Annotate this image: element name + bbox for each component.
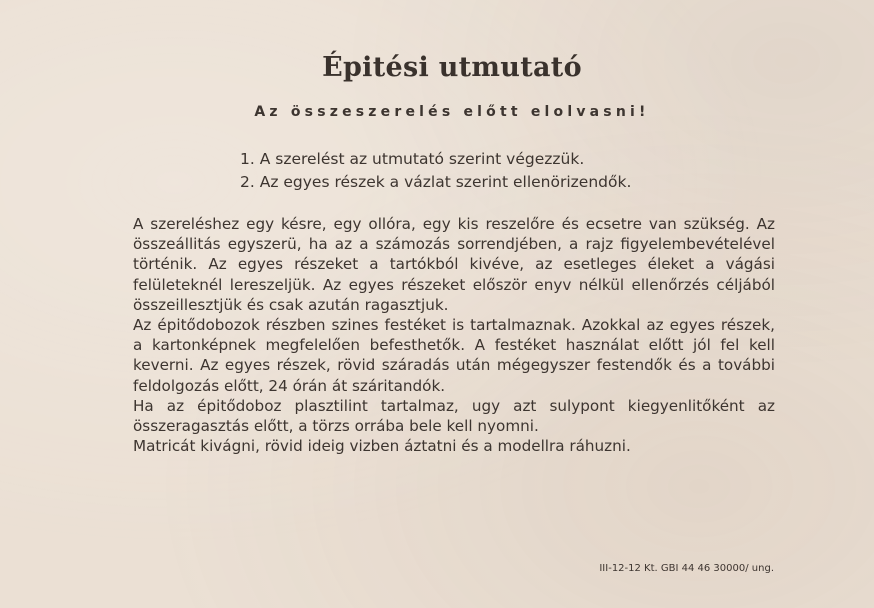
paragraph-decal: Matricát kivágni, rövid ideig vizben áztatni és a modellra ráhuzni. [133,437,631,456]
paragraph-tools: A szereléshez egy késre, egy ollóra, egy kis reszelőre és ecsetre van szükség. Az összeállitás egyszerü, ha az a számozás sorrendjében, a rajz figyelembevételével történik. Az egyes részeket a tartókból kivéve, az esetleges éleket a vágási felületeknél lereszeljük. Az egyes részeket először enyv nélkül ellenőrzés céljából összeillesztjük és csak azután ragasztjuk. [133,215,775,314]
document-title: Épitési utmutató [322,52,582,83]
paragraph-plasticine: Ha az épitődoboz plasztilint tartalmaz, ugy azt sulypont kiegyenlitőként az összeragasztás előtt, a törzs orrába bele kell nyomni. [133,396,775,436]
document-subtitle: Az összeszerelés előtt elolvasni! [254,104,650,120]
instructions-body [133,214,775,456]
step-item: 1. A szerelést az utmutató szerint végezzük. [240,150,585,168]
print-code: III-12-12 Kt. GBI 44 46 30000/ ung. [599,563,774,574]
steps-list [240,148,631,194]
step-item: 2. Az egyes részek a vázlat szerint ellenörizendők. [240,173,632,191]
paragraph-paint: Az épitődobozok részben szines festéket is tartalmaznak. Azokkal az egyes részek, a kartonképnek megfelelően befesthetők. A festéket használat előtt jól fel kell keverni. Az egyes részek, rövid száradás után mégegyszer festendők és a további feldolgozás előtt, 24 órán át száritandók. [133,316,775,395]
